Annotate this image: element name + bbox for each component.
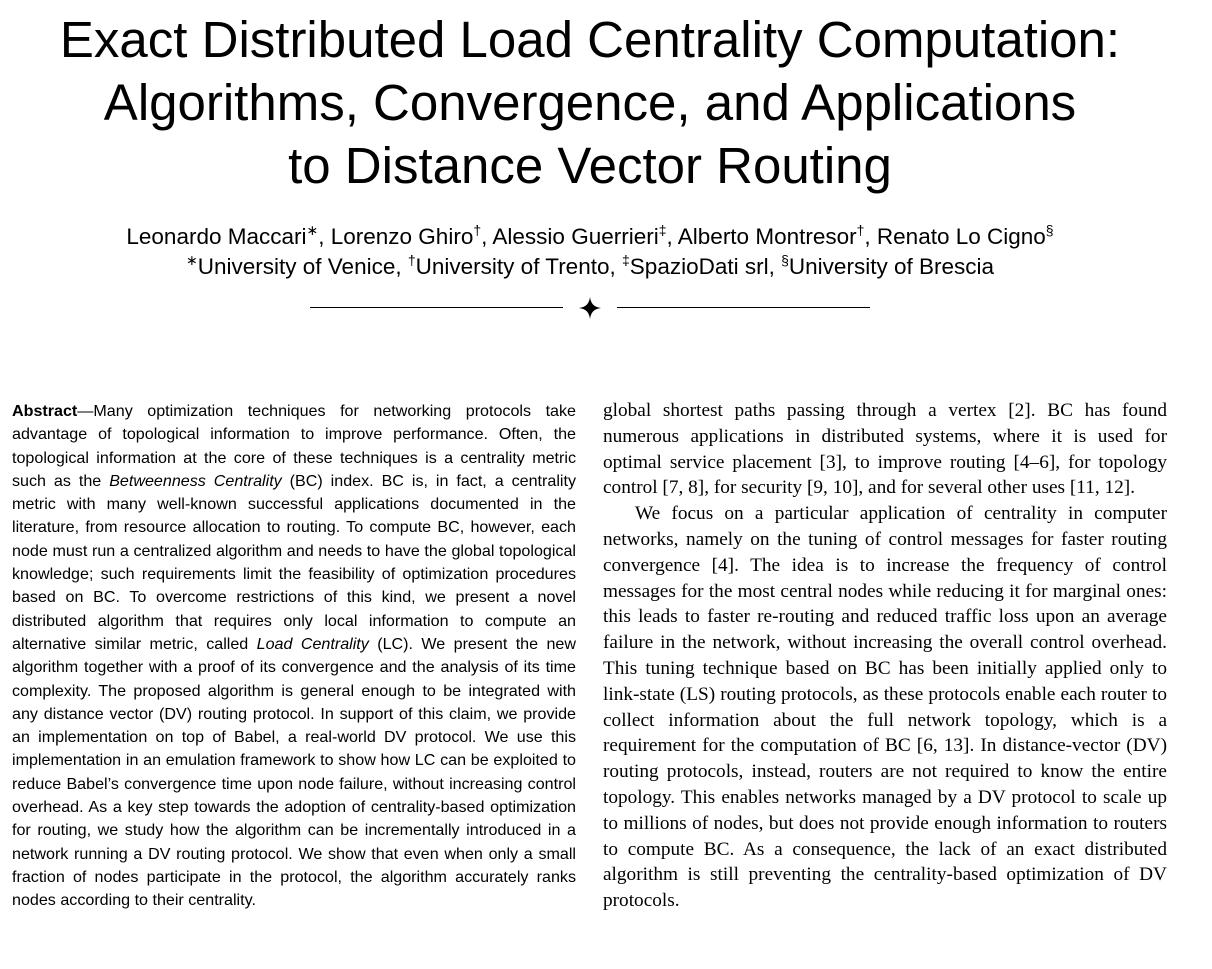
- abstract: [12, 400, 576, 913]
- affiliation-mark: †: [856, 222, 865, 238]
- abstract-text: (BC) index. BC is, in fact, a centrality metric with many well-known successful applications documented in the literature, from resource allocation to routing. To compute BC, however, each node must run a centralized algorithm and needs to have the global topological knowledge; such requirements limit the feasibility of optimization procedures based on BC. To overcome restrictions of this kind, we present a novel distributed algorithm that requires only local information to compute an alternative similar metric, called: [12, 471, 577, 653]
- affiliation-mark: ∗: [306, 222, 319, 238]
- affiliation-mark: §: [781, 252, 789, 268]
- title-line: to Distance Vector Routing: [288, 137, 892, 194]
- author-name: Lorenzo Ghiro: [330, 224, 474, 249]
- author-list: Leonardo Maccari∗, Lorenzo Ghiro†, Alessio Guerrieri‡, Alberto Montresor†, Renato Lo Cigno§: [126, 222, 1054, 249]
- affiliation-name: University of Venice: [197, 254, 396, 279]
- abstract-label: Abstract: [12, 402, 78, 420]
- abstract-term: Load Centrality: [256, 634, 369, 653]
- affiliation-name: University of Trento: [415, 254, 610, 279]
- affiliation-name: University of Brescia: [788, 254, 994, 279]
- affiliation-mark: ‡: [658, 222, 667, 238]
- author-name: Leonardo Maccari: [126, 224, 307, 249]
- divider-rule-left: [310, 307, 563, 308]
- body-column: [603, 398, 1167, 914]
- four-point-star-icon: [578, 296, 602, 320]
- abstract-term: Betweenness Centrality: [109, 471, 282, 490]
- affiliation-mark: ∗: [186, 252, 198, 268]
- abstract-dash: —: [77, 402, 94, 420]
- author-name: Renato Lo Cigno: [876, 224, 1046, 249]
- affiliation-mark: †: [473, 222, 482, 238]
- abstract-text: (LC). We present the new algorithm together with a proof of its convergence and the analysis of its time complexity. The proposed algorithm is general enough to be integrated with any distance vector (DV) routing protocol. In support of this claim, we provide an implementation on top of Babel, a real-world DV protocol. We use this implementation in an emulation framework to show how LC can be exploited to reduce Babel’s convergence time upon node failure, without increasing control overhead. As a key step towards the adoption of centrality-based optimization for routing, we study how the algorithm can be incrementally introduced in a network running a DV routing protocol. We show that even when only a small fraction of nodes participate in the protocol, the algorithm accurately ranks nodes according to their centrality.: [12, 634, 576, 910]
- author-block: [0, 222, 1180, 282]
- author-name: Alessio Guerrieri: [492, 224, 659, 249]
- affiliation-mark: †: [407, 252, 416, 268]
- title-divider: [310, 296, 870, 320]
- abstract-text: Many optimization techniques for networking protocols take advantage of topological information to improve performance. Often, the topological information at the core of these techniques is a centrality metric such as the: [12, 402, 576, 490]
- title-line: Exact Distributed Load Centrality Computation:: [59, 11, 1121, 68]
- affiliation-list: ∗University of Venice, †University of Trento, ‡SpazioDati srl, §University of Brescia: [186, 252, 994, 279]
- title-line: Algorithms, Convergence, and Applications: [103, 74, 1077, 131]
- body-paragraph: We focus on a particular application of centrality in computer networks, namely on the tuning of control messages for faster routing convergence [4]. The idea is to increase the frequency of control messages for the most central nodes while reducing it for marginal ones: this leads to faster re-routing and reduced traffic loss upon an average failure in the network, without increasing the overall control overhead. This tuning technique based on BC has been initially applied only to link-state (LS) routing protocols, as these protocols enable each router to collect information about the full network topology, which is a requirement for the computation of BC [6, 13]. In distance-vector (DV) routing protocols, instead, routers are not required to know the entire topology. This enables networks managed by a DV protocol to scale up to millions of nodes, but does not provide enough information to routers to compute BC. As a consequence, the lack of an exact distributed algorithm is still preventing the centrality-based optimization of DV protocols.: [603, 503, 1167, 912]
- affiliation-mark: ‡: [622, 252, 630, 268]
- divider-rule-right: [617, 307, 870, 308]
- author-name: Alberto Montresor: [677, 224, 857, 249]
- paper-title: [0, 8, 1180, 197]
- body-paragraph: global shortest paths passing through a vertex [2]. BC has found numerous applications in distributed systems, where it is used for optimal service placement [3], to improve routing [4–6], for topology control [7, 8], for security [9, 10], and for several other uses [11, 12].: [603, 400, 1167, 499]
- affiliation-name: SpazioDati srl: [629, 254, 769, 279]
- affiliation-mark: §: [1045, 222, 1054, 238]
